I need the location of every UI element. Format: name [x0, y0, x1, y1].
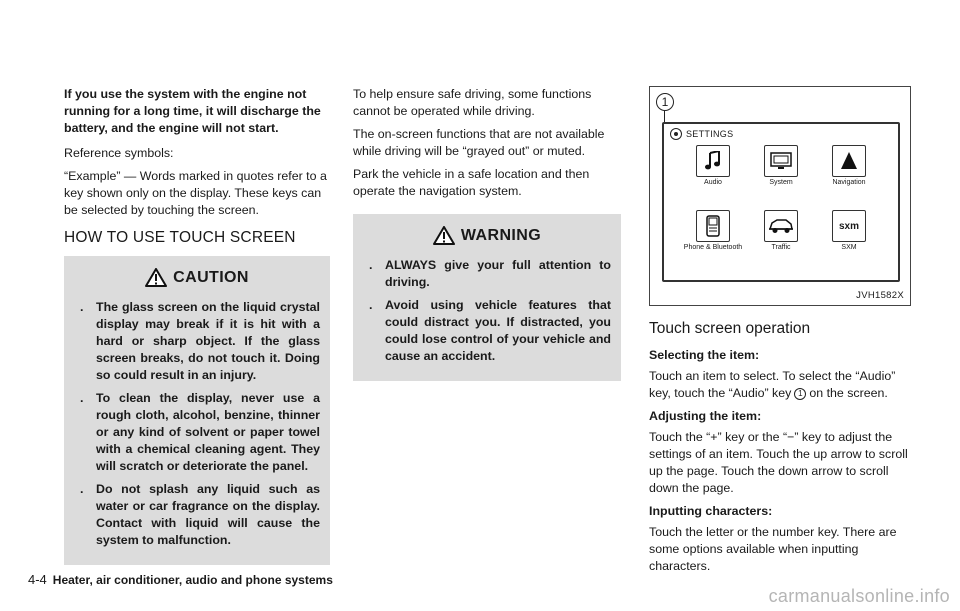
list-item: . To clean the display, never use a rough cloth, alcohol, benzine, thinner or any kind of solvent or paper towel with a chemical cleaning agent. They will scratch or deteriorate the panel.: [80, 391, 320, 473]
figure-id: JVH1582X: [856, 290, 904, 301]
grayed-out-text: The on-screen functions that are not available while driving will be “grayed out” or muted.: [353, 127, 605, 158]
traffic-label: Traffic: [771, 244, 791, 251]
section-heading: HOW TO USE TOUCH SCREEN: [64, 229, 296, 246]
warning-label: WARNING: [460, 226, 542, 244]
selecting-text: Touch an item to select. To select the “Audio” key, touch the “Audio” key 1 on the screen.: [649, 369, 896, 400]
music-note-icon: [705, 151, 721, 171]
callout-marker: 1: [656, 93, 674, 111]
watermark: carmanualsonline.info: [768, 586, 950, 606]
navigation-tile[interactable]: [832, 145, 866, 177]
navigation-arrow-icon: [839, 151, 859, 171]
warning-triangle-icon: [145, 268, 167, 287]
caution-label: CAUTION: [173, 268, 249, 286]
warning-list: [363, 257, 611, 365]
list-item: . Do not splash any liquid such as water or car fragrance on the display. Contact with liquid will cause the system to malfunction.: [80, 482, 320, 547]
page-footer: [28, 572, 333, 587]
left-column: [64, 86, 330, 565]
warning-title: [363, 226, 611, 245]
park-vehicle-text: Park the vehicle in a safe location and then operate the navigation system.: [353, 167, 590, 198]
warning-triangle-icon: [433, 226, 455, 245]
gear-icon: [670, 128, 682, 140]
sxm-label: SXM: [841, 244, 857, 251]
warning-box: [353, 214, 621, 381]
safe-driving-text: To help ensure safe driving, some functions cannot be operated while driving.: [353, 87, 592, 118]
middle-column: [353, 86, 621, 381]
audio-tile[interactable]: [696, 145, 730, 177]
audio-label: Audio: [704, 179, 722, 186]
caution-box: [64, 256, 330, 565]
system-label: System: [769, 179, 793, 186]
phone-bluetooth-label: Phone & Bluetooth: [683, 244, 743, 251]
selecting-title: Selecting the item:: [649, 348, 760, 362]
right-column: [649, 86, 911, 581]
inputting-text: Touch the letter or the number key. There are some options available when inputting characters.: [649, 525, 897, 573]
caution-list: [74, 299, 320, 549]
touch-screen-subheading: Touch screen operation: [649, 320, 811, 337]
page-number: 4-4: [28, 572, 47, 587]
display-screen: [662, 122, 900, 282]
traffic-tile[interactable]: [764, 210, 798, 242]
reference-symbols-label: Reference symbols:: [64, 146, 174, 160]
screen-title-text: SETTINGS: [686, 129, 734, 139]
monitor-icon: [770, 152, 792, 170]
adjusting-text: Touch the “+” key or the “−” key to adjust the settings of an item. Touch the up arrow to scroll up the page. Touch the down arrow to scroll down the page.: [649, 430, 908, 495]
inputting-title: Inputting characters:: [649, 504, 773, 518]
section-title: Heater, air conditioner, audio and phone systems: [52, 573, 333, 587]
phone-bluetooth-tile[interactable]: [696, 210, 730, 242]
battery-notice: If you use the system with the engine not running for a long time, it will discharge the battery, and the engine will not start.: [64, 87, 321, 135]
screen-title: [670, 128, 733, 140]
callout-reference: 1: [794, 388, 806, 400]
example-explanation: “Example” — Words marked in quotes refer to a key shown only on the display. These keys can be selected by touching the screen.: [64, 169, 327, 217]
phone-icon: [706, 215, 720, 237]
list-item: . The glass screen on the liquid crystal display may break if it is hit with a hard or sharp object. If the glass screen breaks, do not touch it. Doing so could result in an injury.: [80, 300, 320, 382]
caution-title: [74, 268, 320, 287]
adjusting-title: Adjusting the item:: [649, 409, 762, 423]
car-icon: [768, 218, 794, 234]
settings-screen-figure: [649, 86, 911, 306]
navigation-label: Navigation: [832, 179, 866, 186]
system-tile[interactable]: [764, 145, 798, 177]
list-item: . ALWAYS give your full attention to driving.: [369, 258, 611, 289]
sxm-tile[interactable]: [832, 210, 866, 242]
list-item: . Avoid using vehicle features that could distract you. If distracted, you could lose control of your vehicle and cause an accident.: [369, 298, 611, 363]
sxm-logo-icon: sxm: [838, 220, 859, 232]
